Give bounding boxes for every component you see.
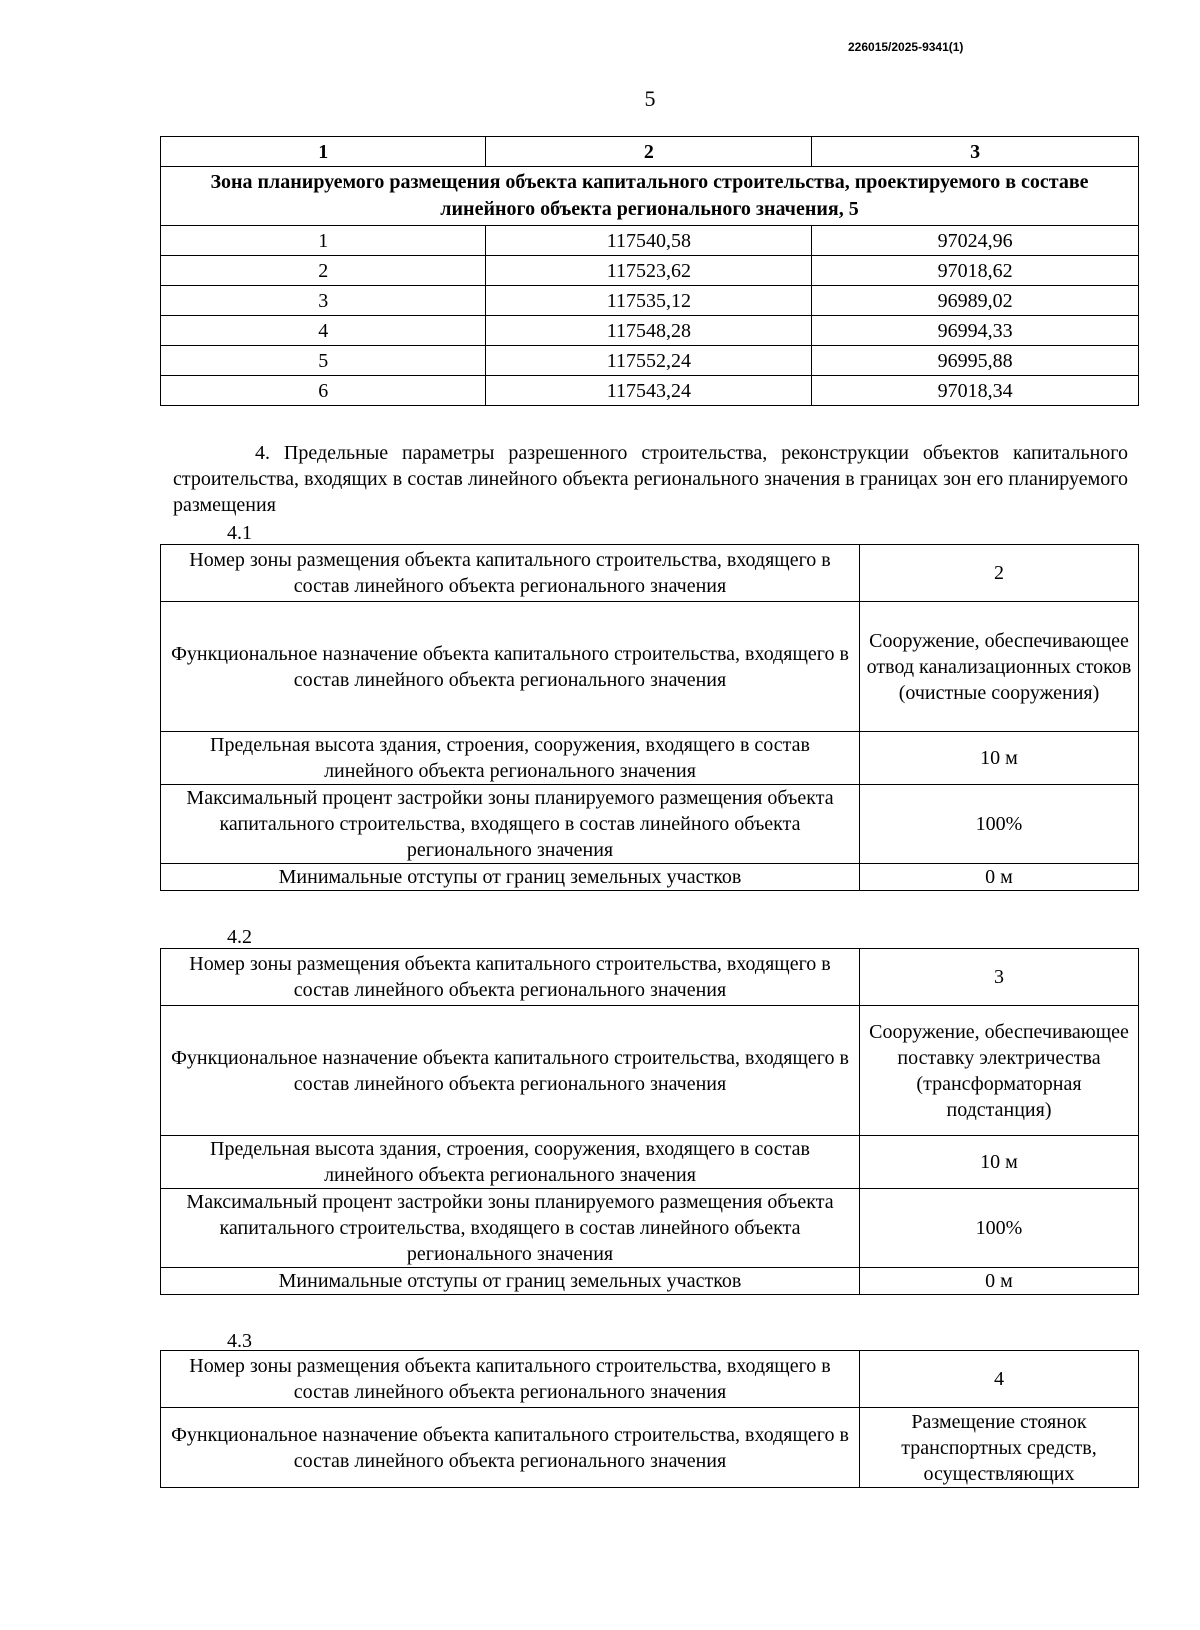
param-value: 10 м bbox=[860, 732, 1139, 785]
param-value: 3 bbox=[860, 949, 1139, 1006]
param-value: 0 м bbox=[860, 1268, 1139, 1295]
param-label: Функциональное назначение объекта капитального строительства, входящего в состав линейного объекта регионального значения bbox=[161, 1006, 860, 1136]
table-row bbox=[161, 376, 1139, 406]
x-coordinate: 117548,28 bbox=[486, 316, 812, 346]
table-row bbox=[161, 1351, 1139, 1408]
document-number: 226015/2025-9341(1) bbox=[848, 40, 964, 54]
column-header: 2 bbox=[486, 137, 812, 167]
point-number: 5 bbox=[161, 346, 486, 376]
param-value: Сооружение, обеспечивающее поставку электричества (трансформаторная подстанция) bbox=[860, 1006, 1139, 1136]
x-coordinate: 117523,62 bbox=[486, 256, 812, 286]
table-row bbox=[161, 286, 1139, 316]
point-number: 2 bbox=[161, 256, 486, 286]
param-value: 2 bbox=[860, 545, 1139, 602]
table-row bbox=[161, 602, 1139, 732]
param-value: 4 bbox=[860, 1351, 1139, 1408]
param-value: 100% bbox=[860, 785, 1139, 864]
table-row bbox=[161, 1408, 1139, 1488]
zone-title: Зона планируемого размещения объекта капитального строительства, проектируемого в составе линейного объекта регионального значения, 5 bbox=[161, 167, 1139, 226]
param-label: Номер зоны размещения объекта капитального строительства, входящего в состав линейного объекта регионального значения bbox=[161, 545, 860, 602]
point-number: 1 bbox=[161, 226, 486, 256]
table-row bbox=[161, 732, 1139, 785]
param-label: Предельная высота здания, строения, сооружения, входящего в состав линейного объекта регионального значения bbox=[161, 732, 860, 785]
y-coordinate: 97018,62 bbox=[812, 256, 1139, 286]
page-number: 5 bbox=[644, 86, 656, 111]
table-header-row bbox=[161, 137, 1139, 167]
y-coordinate: 97024,96 bbox=[812, 226, 1139, 256]
zone-title-row bbox=[161, 167, 1139, 226]
subsection-label: 4.3 bbox=[227, 1330, 252, 1352]
param-label: Максимальный процент застройки зоны планируемого размещения объекта капитального строительства, входящего в состав линейного объекта регионального значения bbox=[161, 785, 860, 864]
y-coordinate: 96994,33 bbox=[812, 316, 1139, 346]
parameters-table-4-1 bbox=[160, 544, 1139, 891]
table-row bbox=[161, 1189, 1139, 1268]
table-row bbox=[161, 1268, 1139, 1295]
param-value: Размещение стоянок транспортных средств, осуществляющих bbox=[860, 1408, 1139, 1488]
table-row bbox=[161, 864, 1139, 891]
y-coordinate: 96995,88 bbox=[812, 346, 1139, 376]
param-label: Номер зоны размещения объекта капитального строительства, входящего в состав линейного объекта регионального значения bbox=[161, 949, 860, 1006]
table-row bbox=[161, 316, 1139, 346]
param-value: 10 м bbox=[860, 1136, 1139, 1189]
param-label: Функциональное назначение объекта капитального строительства, входящего в состав линейного объекта регионального значения bbox=[161, 1408, 860, 1488]
param-label: Предельная высота здания, строения, сооружения, входящего в состав линейного объекта регионального значения bbox=[161, 1136, 860, 1189]
table-row bbox=[161, 1006, 1139, 1136]
table-row bbox=[161, 1136, 1139, 1189]
column-header: 3 bbox=[812, 137, 1139, 167]
y-coordinate: 97018,34 bbox=[812, 376, 1139, 406]
x-coordinate: 117540,58 bbox=[486, 226, 812, 256]
x-coordinate: 117552,24 bbox=[486, 346, 812, 376]
param-value: 100% bbox=[860, 1189, 1139, 1268]
point-number: 6 bbox=[161, 376, 486, 406]
parameters-table-4-2 bbox=[160, 948, 1139, 1295]
parameters-table-4-3 bbox=[160, 1350, 1139, 1488]
table-row bbox=[161, 256, 1139, 286]
param-label: Минимальные отступы от границ земельных участков bbox=[161, 1268, 860, 1295]
point-number: 3 bbox=[161, 286, 486, 316]
column-header: 1 bbox=[161, 137, 486, 167]
subsection-label: 4.1 bbox=[227, 522, 252, 544]
param-label: Минимальные отступы от границ земельных участков bbox=[161, 864, 860, 891]
point-number: 4 bbox=[161, 316, 486, 346]
section-4-paragraph: 4. Предельные параметры разрешенного строительства, реконструкции объектов капитального строительства, входящих в состав линейного объекта регионального значения в границах зон его планируемого размещения bbox=[173, 442, 1128, 516]
table-row bbox=[161, 785, 1139, 864]
param-label: Номер зоны размещения объекта капитального строительства, входящего в состав линейного объекта регионального значения bbox=[161, 1351, 860, 1408]
param-label: Функциональное назначение объекта капитального строительства, входящего в состав линейного объекта регионального значения bbox=[161, 602, 860, 732]
x-coordinate: 117543,24 bbox=[486, 376, 812, 406]
y-coordinate: 96989,02 bbox=[812, 286, 1139, 316]
table-row bbox=[161, 226, 1139, 256]
param-value: Сооружение, обеспечивающее отвод канализационных стоков (очистные сооружения) bbox=[860, 602, 1139, 732]
table-row bbox=[161, 346, 1139, 376]
table-row bbox=[161, 949, 1139, 1006]
param-label: Максимальный процент застройки зоны планируемого размещения объекта капитального строительства, входящего в состав линейного объекта регионального значения bbox=[161, 1189, 860, 1268]
param-value: 0 м bbox=[860, 864, 1139, 891]
x-coordinate: 117535,12 bbox=[486, 286, 812, 316]
table-row bbox=[161, 545, 1139, 602]
subsection-label: 4.2 bbox=[227, 926, 252, 948]
coordinates-table bbox=[160, 136, 1139, 406]
